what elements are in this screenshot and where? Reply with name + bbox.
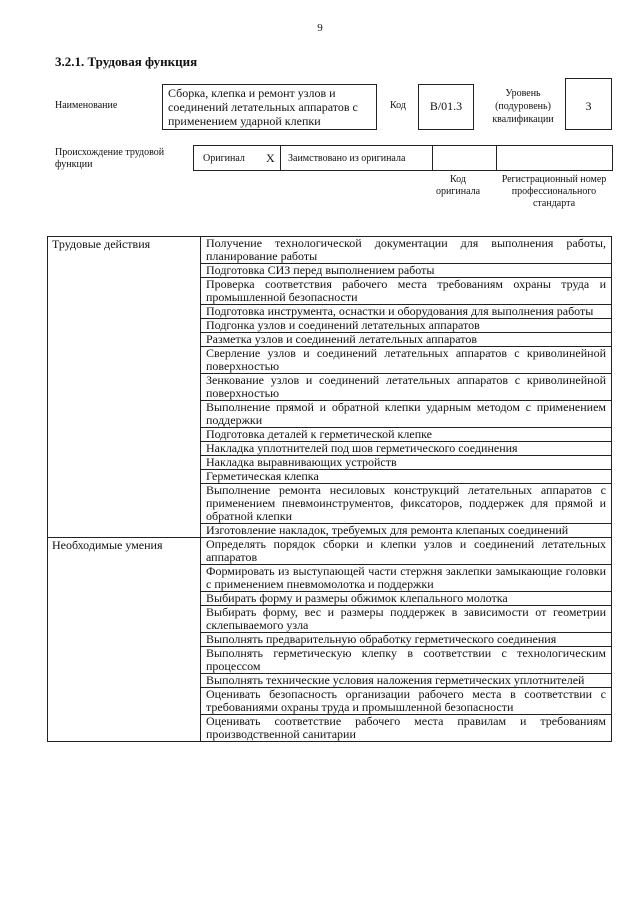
list-item: Оценивать безопасность организации рабочего места в соответствии с требованиями охраны труда и промышленной безопасности xyxy=(201,688,611,715)
list-item: Подготовка СИЗ перед выполнением работы xyxy=(201,264,611,278)
list-item: Выполнять технические условия наложения герметических уплотнителей xyxy=(201,674,611,688)
code-value: B/01.3 xyxy=(429,99,463,113)
page-number: 9 xyxy=(317,22,323,34)
list-item: Выполнение ремонта несиловых конструкций летательных аппаратов с применением пневмоинструментов, фиксаторов, поддержек для прямой и обратной клепки xyxy=(201,484,611,524)
list-item: Подготовка инструмента, оснастки и оборудования для выполнения работы xyxy=(201,305,611,319)
code-box xyxy=(418,84,474,130)
items-cell xyxy=(201,237,612,538)
divider xyxy=(432,146,433,170)
name-label: Наименование xyxy=(55,100,118,111)
items-cell xyxy=(201,538,612,742)
list-item: Накладка выравнивающих устройств xyxy=(201,456,611,470)
origin-row xyxy=(193,145,613,171)
list-item: Герметическая клепка xyxy=(201,470,611,484)
divider xyxy=(496,146,497,170)
list-item: Выполнять предварительную обработку герметического соединения xyxy=(201,633,611,647)
list-item: Выполнение прямой и обратной клепки ударным методом с применением поддержки xyxy=(201,401,611,428)
reg-number-label: Регистрационный номер профессионального стандарта xyxy=(501,174,607,209)
list-item: Выполнять герметическую клепку в соответствии с технологическим процессом xyxy=(201,647,611,674)
code-original-label: Код оригинала xyxy=(435,174,481,197)
list-item: Сверление узлов и соединений летательных аппаратов с криволинейной поверхностью xyxy=(201,347,611,374)
list-item: Накладка уплотнителей под шов герметического соединения xyxy=(201,442,611,456)
section-title-cell: Трудовые действия xyxy=(48,237,201,538)
origin-label: Происхождение трудовой функции xyxy=(55,147,165,170)
table-row xyxy=(48,237,612,538)
list-item: Подготовка деталей к герметической клепке xyxy=(201,428,611,442)
list-item: Выбирать форму и размеры обжимок клепального молотка xyxy=(201,592,611,606)
level-box xyxy=(565,78,612,130)
labor-function-table xyxy=(47,236,612,742)
list-item: Разметка узлов и соединений летательных аппаратов xyxy=(201,333,611,347)
section-title: 3.2.1. Трудовая функция xyxy=(55,54,198,69)
list-item: Зенкование узлов и соединений летательных аппаратов с криволинейной поверхностью xyxy=(201,374,611,401)
code-label: Код xyxy=(390,100,406,111)
list-item: Получение технологической документации для выполнения работы, планирование работы xyxy=(201,237,611,264)
function-name-box xyxy=(162,84,377,130)
function-name-value: Сборка, клепка и ремонт узлов и соединений летательных аппаратов с применением ударной клепки xyxy=(168,86,358,128)
list-item: Формировать из выступающей части стержня заклепки замыкающие головки с применением пневмомолотка и поддержки xyxy=(201,565,611,592)
level-value: 3 xyxy=(585,99,592,113)
list-item: Подгонка узлов и соединений летательных аппаратов xyxy=(201,319,611,333)
table-row xyxy=(48,538,612,742)
list-item: Изготовление накладок, требуемых для ремонта клепаных соединений xyxy=(206,523,569,537)
list-item: Проверка соответствия рабочего места требованиям охраны труда и промышленной безопасности xyxy=(201,278,611,305)
list-item: Оценивать соответствие рабочего места правилам и требованиям производственной санитарии xyxy=(206,714,606,741)
divider xyxy=(280,146,281,170)
level-label: Уровень (подуровень) квалификации xyxy=(492,88,554,125)
original-mark: X xyxy=(266,151,275,165)
section-title-cell: Необходимые умения xyxy=(48,538,201,742)
borrowed-label: Заимствовано из оригинала xyxy=(288,153,406,164)
original-label: Оригинал xyxy=(203,153,245,164)
list-item: Выбирать форму, вес и размеры поддержек в зависимости от геометрии склепываемого узла xyxy=(201,606,611,633)
list-item: Определять порядок сборки и клепки узлов и соединений летательных аппаратов xyxy=(201,538,611,565)
